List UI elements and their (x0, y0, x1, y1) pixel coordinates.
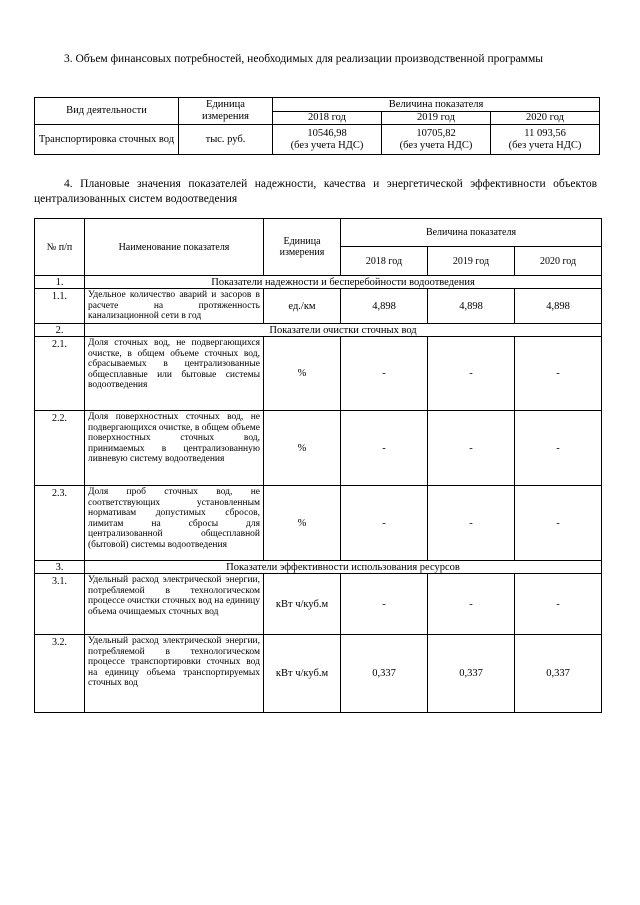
value-cell (382, 125, 491, 155)
value-cell: - (428, 411, 515, 486)
section-4-heading (34, 177, 597, 207)
unit-cell: % (264, 411, 341, 486)
row-num: 2.2. (35, 411, 85, 486)
table-row (35, 337, 602, 411)
indicator-name: Доля сточных вод, не подвергающихся очистке, в общем объеме сточных вод, сбрасываемых в централизованные общесплавные или бытовые системы водоотведения (85, 337, 264, 411)
indicator-name: Удельный расход электрической энергии, потребляемой в технологическом процессе транспортировки сточных вод на единицу объема транспортируемых сточных вод (85, 635, 264, 713)
unit-cell: ед./км (264, 289, 341, 324)
value-amount: 10705,82 (416, 127, 456, 139)
col-unit-header: Единица измерения (179, 98, 273, 125)
col-unit-header: Единица измерения (264, 219, 341, 276)
col-num-header: № п/п (35, 219, 85, 276)
activity-cell: Транспортировка сточных вод (35, 125, 179, 155)
table-header-row (35, 98, 600, 112)
indicator-name: Удельный расход электрической энергии, потребляемой в технологическом процессе очистки сточных вод на единицу объема очищаемых сточных вод (85, 574, 264, 635)
table-row (35, 486, 602, 561)
col-value-header: Величина показателя (273, 98, 600, 112)
section-num: 3. (35, 561, 85, 574)
value-note: (без учета НДС) (399, 139, 473, 151)
row-num: 3.1. (35, 574, 85, 635)
year-header: 2020 год (515, 247, 602, 276)
value-cell: - (341, 574, 428, 635)
year-header: 2020 год (491, 112, 600, 125)
value-cell: - (515, 411, 602, 486)
section-row (35, 561, 602, 574)
section-3-heading (34, 52, 597, 67)
table-header-row (35, 219, 602, 247)
value-cell: 4,898 (515, 289, 602, 324)
table-row (35, 574, 602, 635)
value-cell: 0,337 (341, 635, 428, 713)
col-activity-header: Вид деятельности (35, 98, 179, 125)
unit-cell: кВт ч/куб.м (264, 635, 341, 713)
year-header: 2018 год (273, 112, 382, 125)
value-note: (без учета НДС) (508, 139, 582, 151)
col-value-header: Величина показателя (341, 219, 602, 247)
section-3-heading-text: 3. Объем финансовых потребностей, необходимых для реализации производственной программы (64, 53, 543, 65)
row-num: 2.3. (35, 486, 85, 561)
year-header: 2019 год (382, 112, 491, 125)
value-cell: - (515, 337, 602, 411)
year-header: 2018 год (341, 247, 428, 276)
value-cell: - (341, 411, 428, 486)
value-cell: 0,337 (515, 635, 602, 713)
unit-cell: % (264, 337, 341, 411)
section-num: 2. (35, 324, 85, 337)
unit-cell: % (264, 486, 341, 561)
indicator-name: Доля проб сточных вод, не соответствующих установленным нормативам допустимых сбросов, лимитам на сбросы для централизованной общесплавной (бытовой) системы водоотведения (85, 486, 264, 561)
section-row (35, 324, 602, 337)
value-cell: - (341, 337, 428, 411)
indicators-table (34, 218, 602, 713)
section-title: Показатели эффективности использования ресурсов (85, 561, 602, 574)
table-row (35, 635, 602, 713)
section-num: 1. (35, 276, 85, 289)
col-name-header: Наименование показателя (85, 219, 264, 276)
value-cell: 0,337 (428, 635, 515, 713)
indicator-name: Доля поверхностных сточных вод, не подвергающихся очистке, в общем объеме поверхностных сточных вод, принимаемых в централизованную ливневую систему водоотведения (85, 411, 264, 486)
value-cell: 4,898 (341, 289, 428, 324)
value-cell: - (428, 574, 515, 635)
indicator-name: Удельное количество аварий и засоров в расчете на протяженность канализационной сети в год (85, 289, 264, 324)
section-title: Показатели надежности и бесперебойности водоотведения (85, 276, 602, 289)
value-note: (без учета НДС) (290, 139, 364, 151)
section-title: Показатели очистки сточных вод (85, 324, 602, 337)
value-cell: - (341, 486, 428, 561)
value-cell: - (428, 486, 515, 561)
section-row (35, 276, 602, 289)
row-num: 1.1. (35, 289, 85, 324)
financial-needs-table (34, 97, 600, 155)
value-cell: 4,898 (428, 289, 515, 324)
value-cell: - (515, 486, 602, 561)
row-num: 3.2. (35, 635, 85, 713)
table-row (35, 125, 600, 155)
unit-cell: кВт ч/куб.м (264, 574, 341, 635)
value-cell: - (515, 574, 602, 635)
row-num: 2.1. (35, 337, 85, 411)
value-cell: - (428, 337, 515, 411)
value-cell (491, 125, 600, 155)
year-header: 2019 год (428, 247, 515, 276)
section-4-heading-text: 4. Плановые значения показателей надежности, качества и энергетической эффективности объектов централизованных систем водоотведения (34, 178, 597, 205)
value-amount: 10546,98 (307, 127, 347, 139)
value-amount: 11 093,56 (524, 127, 566, 139)
value-cell (273, 125, 382, 155)
table-row (35, 289, 602, 324)
table-row (35, 411, 602, 486)
unit-cell: тыс. руб. (179, 125, 273, 155)
